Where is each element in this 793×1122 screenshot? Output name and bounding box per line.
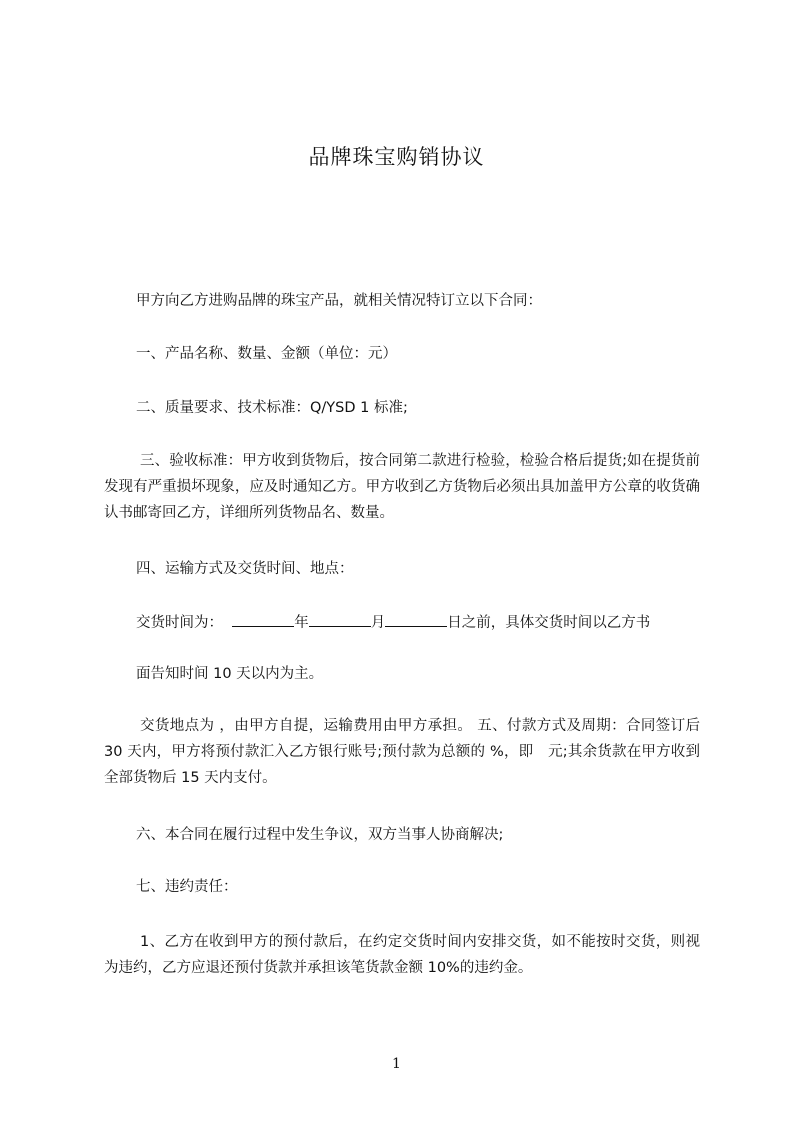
section-6-paragraph: 六、本合同在履行过程中发生争议，双方当事人协商解决; [136, 827, 504, 843]
delivery-time-label: 交货时间为： [136, 615, 223, 631]
year-blank [232, 612, 294, 627]
section-7-item-1: 1、乙方在收到甲方的预付款后，在约定交货时间内安排交货，如不能按时交货，则视为违约，乙方应退还预付货款并承担该笔货款金额 10%的违约金。 [104, 934, 700, 976]
section-5-paragraph: 交货地点为 ，由甲方自提，运输费用由甲方承担。 五、付款方式及周期：合同签订后 30 天内，甲方将预付款汇入乙方银行账号;预付款为总额的 %，即 元;其余货款在甲方收到全部货物后 15 天内支付。 [104, 718, 700, 786]
section-2-heading: 二、质量要求、技术标准：Q/YSD 1 标准; [136, 400, 408, 416]
month-blank [309, 612, 371, 627]
section-7-heading: 七、违约责任： [136, 879, 238, 895]
page-number: 1 [392, 1056, 401, 1072]
section-3-paragraph: 三、验收标准：甲方收到货物后，按合同第二款进行检验，检验合格后提货;如在提货前发现有严重损坏现象，应及时通知乙方。甲方收到乙方货物后必须出具加盖甲方公章的收货确认书邮寄回乙方，详细所列货物品名、数量。 [104, 453, 700, 521]
day-blank [385, 612, 447, 627]
delivery-time-continuation: 面告知时间 10 天以内为主。 [136, 666, 324, 682]
delivery-time-tail: 日之前，具体交货时间以乙方书 [447, 615, 651, 631]
month-unit: 月 [370, 615, 386, 631]
delivery-time-line [136, 612, 650, 633]
year-unit: 年 [294, 615, 309, 631]
section-4-heading: 四、运输方式及交货时间、地点： [136, 561, 354, 577]
intro-paragraph: 甲方向乙方进购品牌的珠宝产品，就相关情况特订立以下合同： [136, 293, 542, 309]
document-title: 品牌珠宝购销协议 [308, 145, 485, 169]
section-1-heading: 一、产品名称、数量、金额（单位：元） [136, 346, 397, 362]
